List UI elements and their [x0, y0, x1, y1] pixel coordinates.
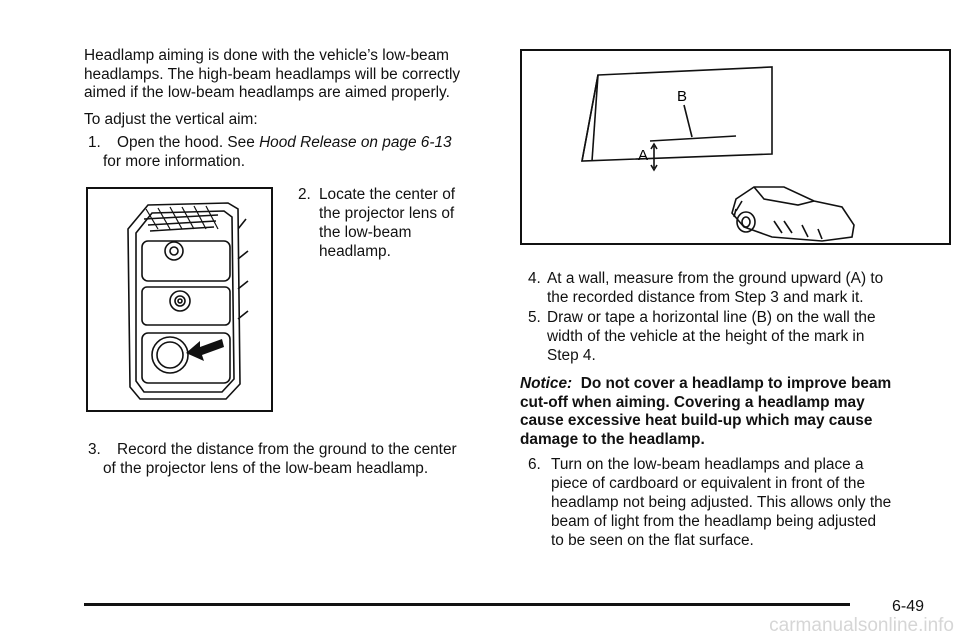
footer-rule	[84, 603, 850, 606]
step-number: 6.	[528, 456, 541, 473]
label-a: A	[638, 147, 649, 164]
step-text-line: Turn on the low-beam headlamps and place a	[551, 456, 864, 473]
intro-paragraph: Headlamp aiming is done with the vehicle’s low-beam headlamps. The high-beam headlamps will be correctly aimed if the low-beam headlamps are aimed properly.	[84, 47, 461, 102]
step-number: 4.	[528, 270, 541, 287]
notice-block	[520, 375, 940, 449]
watermark: carmanualsonline.info	[769, 615, 954, 637]
step-number: 3.	[88, 441, 101, 458]
step-text-line: beam of light from the headlamp being adjusted	[551, 513, 877, 530]
step-text-cont: for more information.	[103, 153, 245, 170]
step-text-line: Locate the center of	[319, 186, 456, 203]
wall-aiming-figure	[520, 49, 951, 245]
notice-text: Do not cover a headlamp to improve beam	[580, 375, 892, 392]
headlamp-drawing	[88, 189, 271, 410]
step-text-line: At a wall, measure from the ground upward (A) to	[547, 270, 884, 287]
page-number: 6-49	[891, 598, 924, 615]
hood-release-reference[interactable]: Hood Release on page 6-13	[259, 134, 452, 151]
notice-text: cause excessive heat build-up which may cause	[520, 412, 873, 430]
step-text-line: Record the distance from the ground to the center	[117, 441, 457, 458]
notice-text: damage to the headlamp.	[520, 430, 705, 448]
step-text-line: headlamp not being adjusted. This allows only the	[551, 494, 892, 511]
headlamp-illustration	[86, 187, 273, 412]
step-text-line: of the projector lens of the low-beam headlamp.	[103, 460, 429, 477]
step-number: 1.	[88, 134, 101, 151]
step-text-line: the projector lens of	[319, 205, 455, 222]
step-number: 2.	[298, 186, 311, 203]
label-b: B	[677, 88, 688, 105]
step-text-line: width of the vehicle at the height of the mark in	[547, 328, 865, 345]
pointer-arrow-icon	[186, 339, 224, 361]
step-text-line: the low-beam	[319, 224, 412, 241]
step-text-line: piece of cardboard or equivalent in front of the	[551, 475, 865, 492]
vertical-aim-heading: To adjust the vertical aim:	[84, 111, 258, 128]
notice-label: Notice:	[520, 375, 573, 392]
step-text-line: headlamp.	[319, 243, 391, 260]
step-text-line: to be seen on the flat surface.	[551, 532, 754, 549]
step-number: 5.	[528, 309, 541, 326]
notice-text: cut-off when aiming. Covering a headlamp may	[520, 393, 865, 411]
step-text: Open the hood. See Hood Release on page 6-13	[117, 134, 452, 151]
wall-car-drawing	[522, 51, 949, 243]
step-text-line: Draw or tape a horizontal line (B) on the wall the	[547, 309, 876, 326]
step-text-line: the recorded distance from Step 3 and mark it.	[547, 289, 864, 306]
step-text-line: Step 4.	[547, 347, 596, 364]
